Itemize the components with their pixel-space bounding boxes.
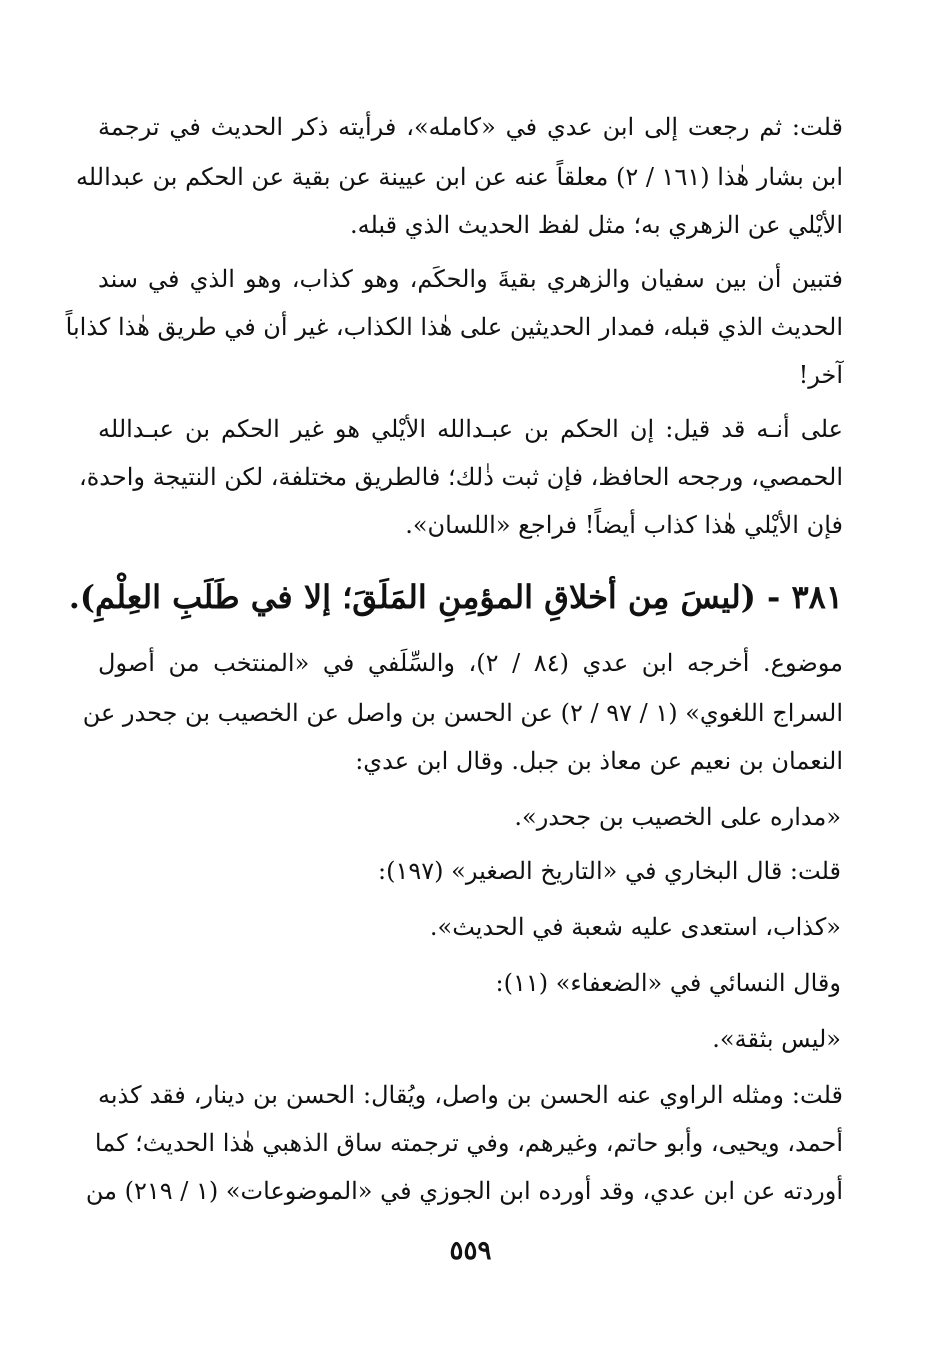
paragraph-5-line-2: أحمد، ويحيى، وأبو حاتم، وغيرهم، وفي ترجمته ساق الذهبي هٰذا الحديث؛ كما bbox=[94, 1129, 843, 1157]
quote-line-5: «ليس بثقة». bbox=[712, 1025, 841, 1053]
quote-line-4: وقال النسائي في «الضعفاء» (١١): bbox=[495, 969, 841, 997]
paragraph-1-line-3: الأيْلي عن الزهري به؛ مثل لفظ الحديث الذي قبله. bbox=[349, 211, 843, 239]
hadith-heading: ٣٨١ - (ليسَ مِن أخلاقِ المؤمِنِ المَلَقَ؛ إلا في طَلَبِ العِلْمِ). bbox=[68, 578, 843, 616]
quote-line-2: قلت: قال البخاري في «التاريخ الصغير» (١٩٧): bbox=[378, 857, 841, 885]
paragraph-5-line-3: أوردته عن ابن عدي، وقد أورده ابن الجوزي في «الموضوعات» (١ / ٢١٩) من bbox=[85, 1177, 843, 1205]
paragraph-2-line-3: آخر! bbox=[798, 361, 843, 389]
paragraph-2-line-1: فتبين أن بين سفيان والزهري بقيةَ والحكَم، وهو كذاب، وهو الذي في سند bbox=[98, 265, 843, 293]
page-number: ٥٥٩ bbox=[449, 1236, 492, 1266]
paragraph-3-line-2: الحمصي، ورجحه الحافظ، فإن ثبت ذٰلك؛ فالطريق مختلفة، لكن النتيجة واحدة، bbox=[78, 463, 843, 491]
paragraph-1-line-1: قلت: ثم رجعت إلى ابن عدي في «كامله»، فرأيته ذكر الحديث في ترجمة bbox=[98, 113, 843, 141]
paragraph-3-line-1: على أنـه قد قيل: إن الحكم بن عبـدالله الأيْلي هو غير الحكم بن عبـدالله bbox=[98, 415, 843, 443]
paragraph-4-line-2: السراج اللغوي» (١ / ٩٧ / ٢) عن الحسن بن واصل عن الخصيب بن جحدر عن bbox=[82, 699, 843, 727]
quote-line-1: «مداره على الخصيب بن جحدر». bbox=[514, 803, 841, 831]
paragraph-4-line-1: موضوع. أخرجه ابن عدي (٨٤ / ٢)، والسِّلَفي في «المنتخب من أصول bbox=[98, 649, 844, 677]
paragraph-4-line-3: النعمان بن نعيم عن معاذ بن جبل. وقال ابن عدي: bbox=[355, 747, 843, 775]
paragraph-3-line-3: فإن الأيْلي هٰذا كذاب أيضاً! فراجع «اللسان». bbox=[405, 511, 843, 539]
quote-line-3: «كذاب، استعدى عليه شعبة في الحديث». bbox=[429, 913, 841, 941]
paragraph-2-line-2: الحديث الذي قبله، فمدار الحديثين على هٰذا الكذاب، غير أن في طريق هٰذا كذاباً bbox=[65, 313, 843, 341]
paragraph-1-line-2: ابن بشار هٰذا (١٦١ / ٢) معلقاً عنه عن ابن عيينة عن بقية عن الحكم بن عبدالله bbox=[75, 163, 843, 191]
paragraph-5-line-1: قلت: ومثله الراوي عنه الحسن بن واصل، ويُقال: الحسن بن دينار، فقد كذبه bbox=[98, 1081, 843, 1109]
